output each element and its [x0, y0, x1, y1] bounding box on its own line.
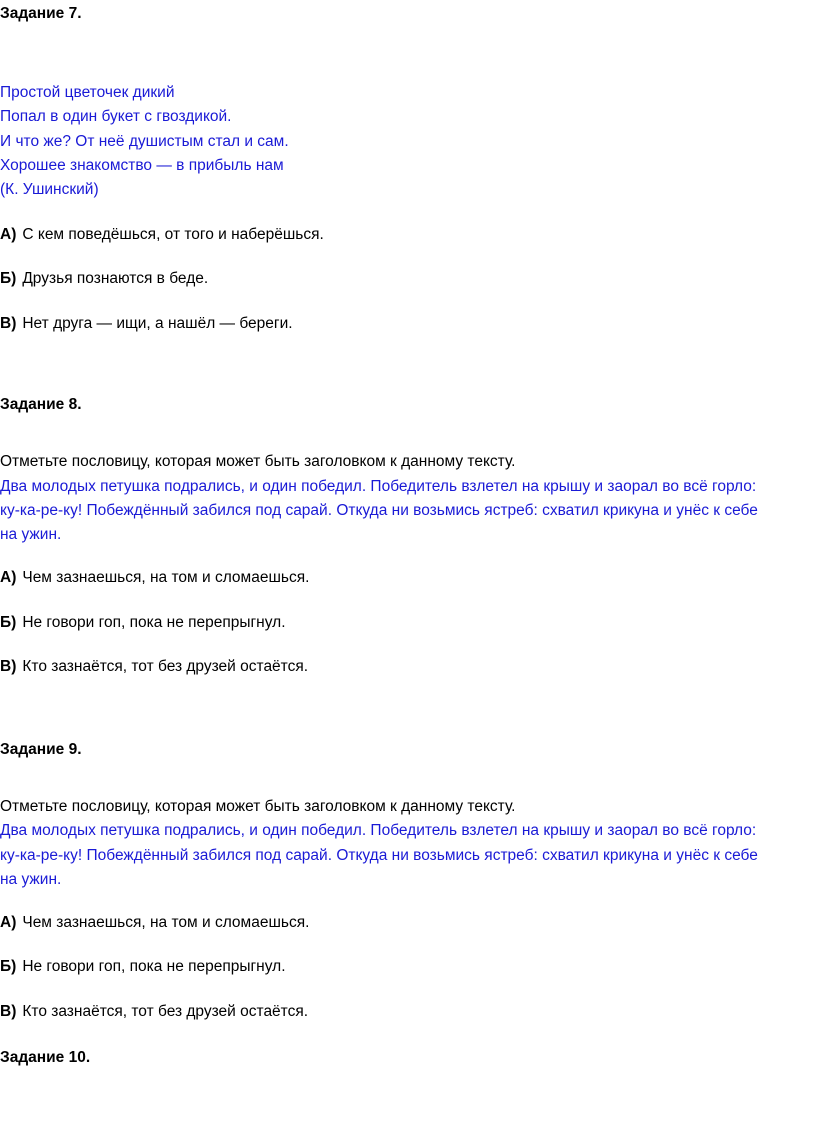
task8-heading: Задание 8.: [0, 396, 82, 413]
task9-text-line-3: на ужин.: [0, 871, 62, 888]
option-letter: А): [0, 914, 17, 931]
option-letter: Б): [0, 614, 17, 631]
option-letter: А): [0, 226, 17, 243]
option-text: Друзья познаются в беде.: [22, 270, 209, 287]
option-letter: Б): [0, 958, 17, 975]
task8-option-a[interactable]: [0, 566, 309, 590]
task9-heading: Задание 9.: [0, 741, 82, 758]
task7-poem-line-2: Попал в один букет с гвоздикой.: [0, 108, 232, 125]
task7-poem-author: (К. Ушинский): [0, 181, 99, 198]
task9-instruction: Отметьте пословицу, которая может быть заголовком к данному тексту.: [0, 798, 516, 815]
task8-text-line-3: на ужин.: [0, 526, 62, 543]
task7-option-b[interactable]: [0, 267, 208, 291]
task10-heading: Задание 10.: [0, 1049, 91, 1066]
task9-text-line-2: ку-ка-ре-ку! Побеждённый забился под сарай. Откуда ни возьмись ястреб: схватил крикуна и унёс к себе: [0, 847, 758, 864]
option-text: Не говори гоп, пока не перепрыгнул.: [22, 614, 286, 631]
option-text: Кто зазнаётся, тот без друзей остаётся.: [22, 1003, 309, 1020]
task9-text-line-1: Два молодых петушка подрались, и один победил. Победитель взлетел на крышу и заорал во всё горло:: [0, 822, 757, 839]
task8-instruction: Отметьте пословицу, которая может быть заголовком к данному тексту.: [0, 453, 516, 470]
task9-option-b[interactable]: [0, 955, 286, 979]
task8-text-line-1: Два молодых петушка подрались, и один победил. Победитель взлетел на крышу и заорал во всё горло:: [0, 478, 757, 495]
option-text: С кем поведёшься, от того и наберёшься.: [22, 226, 324, 243]
option-letter: Б): [0, 270, 17, 287]
option-text: Чем зазнаешься, на том и сломаешься.: [22, 569, 310, 586]
task8-option-c[interactable]: [0, 655, 308, 679]
option-text: Кто зазнаётся, тот без друзей остаётся.: [22, 658, 309, 675]
task7-poem-line-4: Хорошее знакомство — в прибыль нам: [0, 157, 284, 174]
option-letter: А): [0, 569, 17, 586]
option-letter: В): [0, 658, 17, 675]
task7-poem-line-3: И что же? От неё душистым стал и сам.: [0, 133, 289, 150]
task7-option-a[interactable]: [0, 223, 324, 247]
option-text: Нет друга — ищи, а нашёл — береги.: [22, 315, 293, 332]
task9-option-c[interactable]: [0, 1000, 308, 1024]
task9-option-a[interactable]: [0, 911, 309, 935]
task8-text-line-2: ку-ка-ре-ку! Побеждённый забился под сарай. Откуда ни возьмись ястреб: схватил крикуна и унёс к себе: [0, 502, 758, 519]
task7-heading: Задание 7.: [0, 5, 82, 22]
option-letter: В): [0, 315, 17, 332]
task7-poem-line-1: Простой цветочек дикий: [0, 84, 175, 101]
option-text: Чем зазнаешься, на том и сломаешься.: [22, 914, 310, 931]
task7-option-c[interactable]: [0, 312, 293, 336]
option-text: Не говори гоп, пока не перепрыгнул.: [22, 958, 286, 975]
option-letter: В): [0, 1003, 17, 1020]
task8-option-b[interactable]: [0, 611, 286, 635]
